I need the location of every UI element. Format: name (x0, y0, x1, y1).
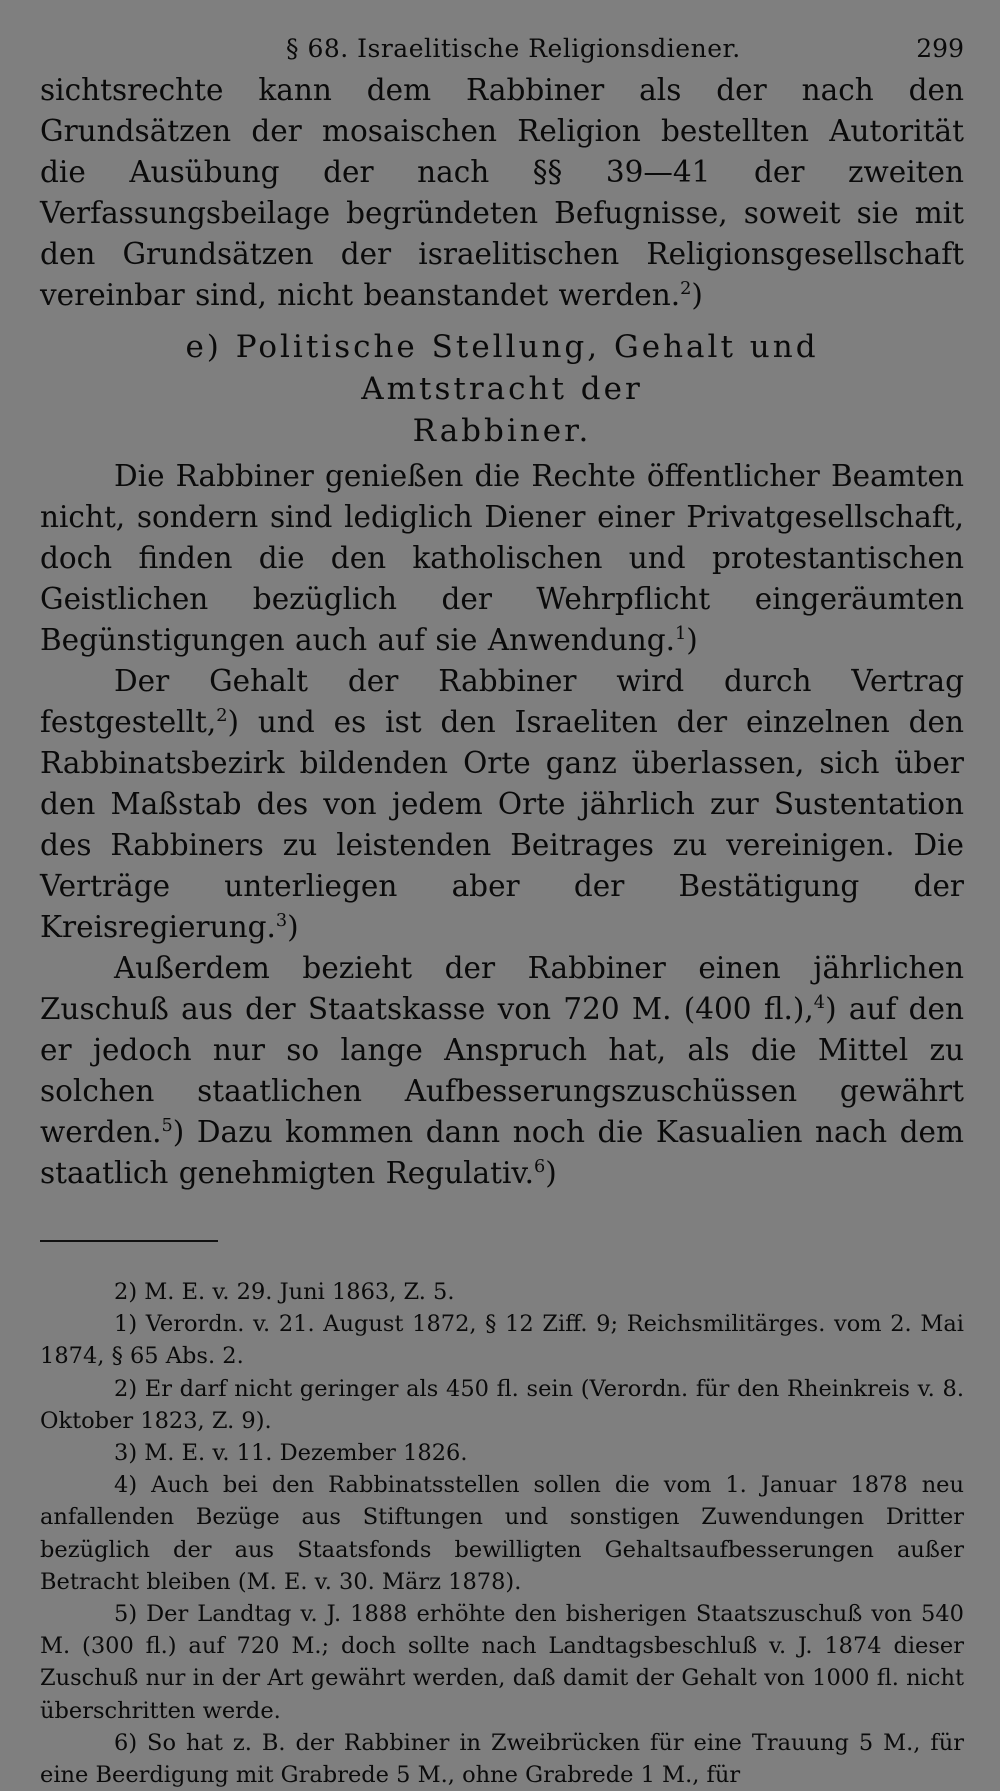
running-head-title: § 68. Israelitische Religionsdiener. (286, 34, 741, 63)
paragraph-legal-status (40, 456, 964, 661)
paragraph-text: ) und es ist den Israeliten der einzelnen den Rabbinatsbezirk bildenden Orte ganz überlassen, sich über den Maßstab des von jedem Orte jährlich zur Sustentation des Rabbiners zu leistenden Beitrages zu vereinigen. Die Verträge unterliegen aber der Bestätigung der Kreisregierung. (40, 705, 964, 944)
footnote (40, 1308, 964, 1372)
footnote (40, 1373, 964, 1437)
book-page (40, 30, 964, 1789)
footnote (40, 1437, 964, 1469)
footnote-mark: 2) (114, 1375, 138, 1402)
footnote-text: Auch bei den Rabbinatsstellen sollen die vom 1. Januar 1878 neu anfallenden Bezüge aus Stiftungen und sonstigen Zuwendungen Dritter bezüglich der aus Staatsfonds bewilligten Gehaltsaufbesserungen außer Betracht bleiben (M. E. v. 30. März 1878). (40, 1472, 964, 1595)
footnote-ref: 6 (533, 1157, 546, 1178)
main-text (40, 70, 964, 1194)
footnote (40, 1598, 964, 1727)
footnote (40, 1727, 964, 1791)
footnotes (40, 1276, 964, 1791)
page-number: 299 (916, 34, 964, 63)
footnote (40, 1469, 964, 1598)
footnote-text: So hat z. B. der Rabbiner in Zweibrücken für eine Trauung 5 M., für eine Beerdigung mit Grabrede 5 M., ohne Grabrede 1 M., für (40, 1729, 964, 1789)
paragraph-salary (40, 661, 964, 948)
paragraph-text: ) auf den er jedoch nur so lange Anspruch hat, als die Mittel zu solchen staatlichen Aufbesserungszuschüssen gewährt werden. (40, 992, 964, 1149)
footnote-mark: 6) (114, 1729, 138, 1756)
intro-paragraph (40, 70, 964, 316)
footnote-ref-paren: ) (691, 278, 703, 312)
footnote-ref-paren: ) (287, 910, 299, 944)
footnote-text: Verordn. v. 21. August 1872, § 12 Ziff. 9; Reichsmilitärges. vom 2. Mai 1874, § 65 Abs. 2. (40, 1311, 964, 1370)
section-heading-line2: Rabbiner. (412, 413, 592, 449)
footnote-text: Er darf nicht geringer als 450 fl. sein (Verordn. für den Rheinkreis v. 8. Oktober 1823, Z. 9). (40, 1375, 964, 1434)
paragraph-text: Die Rabbiner genießen die Rechte öffentlicher Beamten nicht, sondern sind lediglich Diener einer Privatgesellschaft, doch finden die den katholischen und protestantischen Geistlichen bezüglich der Wehrpflicht eingeräumten Begünstigungen auch auf sie Anwendung. (40, 459, 964, 657)
footnote-ref: 3 (275, 911, 288, 932)
paragraph-state-subsidy (40, 948, 964, 1194)
footnote-text: M. E. v. 29. Juni 1863, Z. 5. (137, 1279, 455, 1305)
intro-text: sichtsrechte kann dem Rabbiner als der nach den Grundsätzen der mosaischen Religion bestellten Autorität die Ausübung der nach §§ 39—41 der zweiten Verfassungsbeilage begründeten Befugnisse, soweit sie mit den Grundsätzen der israelitischen Religionsgesellschaft vereinbar sind, nicht beanstandet werden. (40, 73, 964, 312)
footnote-mark: 4) (114, 1472, 138, 1499)
paragraph-text: ) Dazu kommen dann noch die Kasualien nach dem staatlich genehmigten Regulativ. (40, 1115, 964, 1190)
footnote-mark: 3) (114, 1440, 138, 1467)
footnote-ref-paren: ) (686, 623, 698, 657)
footnote (40, 1276, 964, 1308)
footnote-text: Der Landtag v. J. 1888 erhöhte den bisherigen Staatszuschuß von 540 M. (300 fl.) auf 720 M.; doch sollte nach Landtagsbeschluß v. J. 1874 dieser Zuschuß nur in der Art gewährt werden, daß damit der Gehalt von 1000 fl. nicht überschritten werde. (40, 1601, 964, 1724)
footnote-text: M. E. v. 11. Dezember 1826. (137, 1440, 468, 1467)
footnote-mark: 2) (114, 1279, 138, 1305)
footnote-ref-paren: ) (545, 1156, 557, 1190)
footnote-mark: 1) (114, 1311, 138, 1338)
footnote-mark: 5) (114, 1601, 138, 1628)
footnote-ref: 1 (674, 624, 687, 645)
footnote-ref: 4 (813, 993, 826, 1014)
section-heading (40, 326, 964, 452)
section-heading-line1: e) Politische Stellung, Gehalt und Amtstracht der (185, 329, 819, 407)
paragraph-text: Außerdem bezieht der Rabbiner einen jährlichen Zuschuß aus der Staatskasse von 720 M. (400 fl.), (40, 951, 964, 1026)
running-head (40, 30, 964, 70)
footnote-ref: 2 (216, 706, 228, 727)
footnote-ref: 5 (161, 1116, 173, 1137)
footnote-divider (40, 1240, 218, 1242)
footnote-ref: 2 (680, 279, 692, 300)
paragraph-text: Der Gehalt der Rabbiner wird durch Vertrag festgestellt, (40, 664, 964, 739)
